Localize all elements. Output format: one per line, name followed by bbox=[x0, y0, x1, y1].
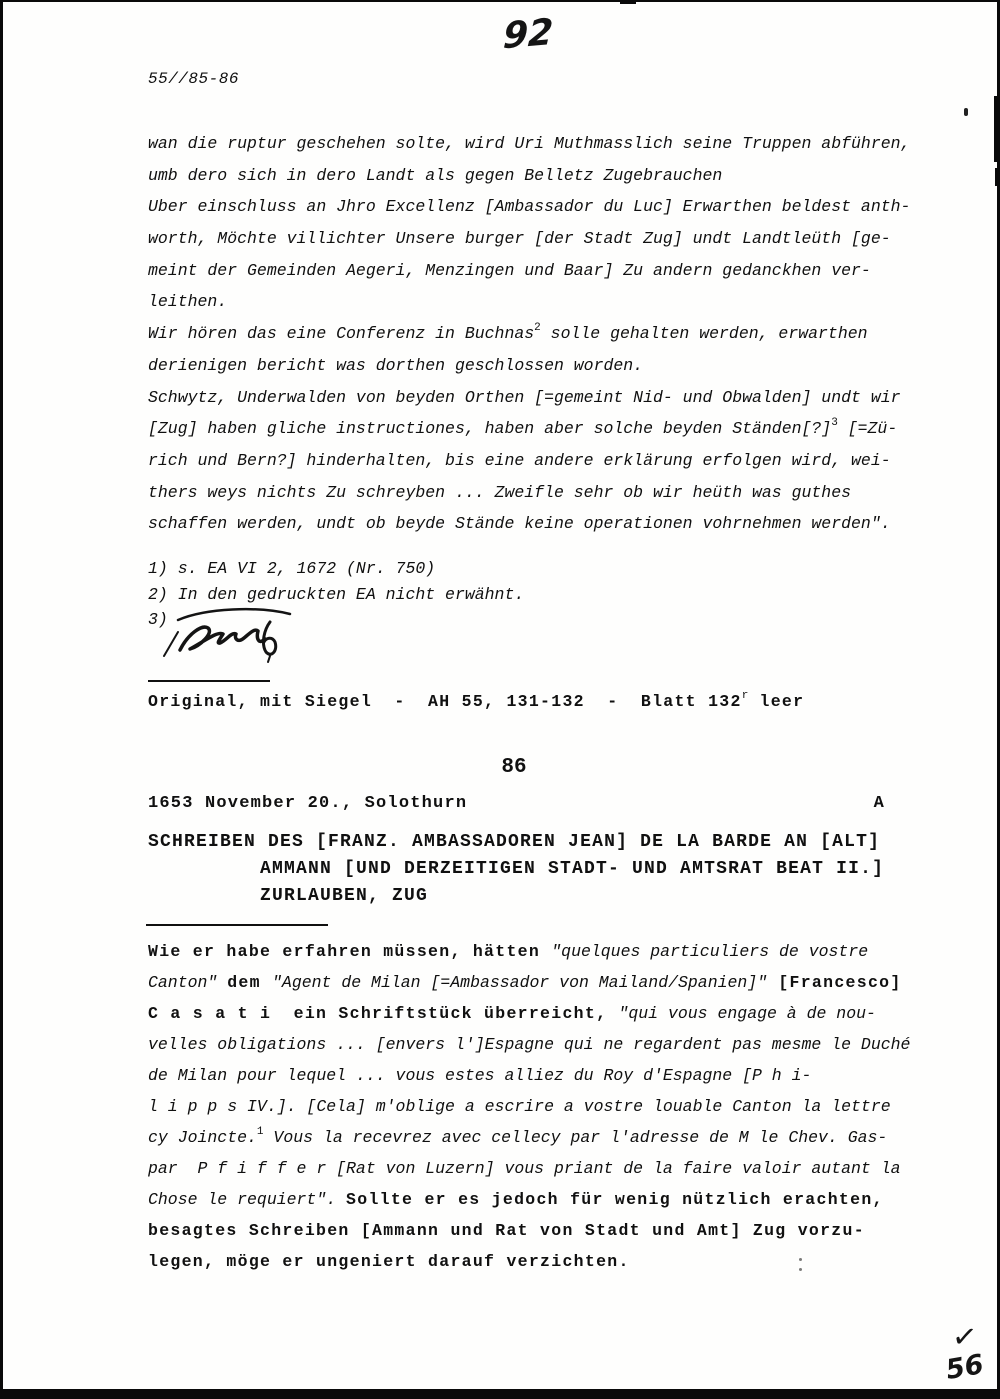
scan-border-left bbox=[0, 0, 3, 1399]
quote-line bbox=[148, 413, 978, 445]
quote-line bbox=[148, 350, 978, 382]
text-segment: 3) bbox=[148, 610, 168, 629]
source-siglum: A bbox=[873, 794, 885, 813]
text-segment: [=Zü- bbox=[837, 419, 898, 439]
text-segment: schaffen werden, undt ob beyde Stände keine operationen vohrnehmen werden". bbox=[148, 514, 891, 534]
quote-line bbox=[148, 128, 978, 160]
entry-title bbox=[148, 829, 884, 910]
footnote-divider bbox=[148, 680, 270, 682]
body-line bbox=[148, 1184, 978, 1215]
text-segment: Canton" bbox=[148, 973, 228, 992]
text-segment: l i p p s IV.]. [Cela] m'oblige a escrire a vostre louable Canton la lettre bbox=[148, 1097, 891, 1116]
provenance-line bbox=[148, 688, 804, 715]
text-segment: Original, mit Siegel - AH 55, 131-132 - Blatt 132 bbox=[148, 692, 742, 711]
text-segment: de Milan pour lequel ... vous estes alliez du Roy d'Espagne [P h i- bbox=[148, 1066, 812, 1085]
text-segment: 2 bbox=[534, 321, 541, 334]
scan-border-top-tick bbox=[620, 0, 636, 4]
quote-line bbox=[148, 255, 978, 287]
handwritten-checkmark: ✓ bbox=[950, 1318, 979, 1357]
body-line bbox=[148, 1060, 978, 1091]
text-segment: Chose le requiert". bbox=[148, 1190, 347, 1209]
text-segment: dem bbox=[227, 973, 273, 992]
text-segment: rich und Bern?] hinderhalten, bis eine andere erklärung erfolgen wird, wei- bbox=[148, 450, 891, 470]
handwritten-page-number: 92 bbox=[502, 11, 555, 58]
quote-line bbox=[148, 223, 978, 255]
scan-border-top bbox=[0, 0, 1000, 2]
text-segment: cy Joincte. bbox=[148, 1128, 257, 1147]
quote-line bbox=[148, 477, 978, 509]
body-line bbox=[148, 998, 978, 1029]
text-segment: r bbox=[741, 689, 749, 702]
entry-85-quote-block bbox=[148, 128, 978, 540]
entry-number: 86 bbox=[501, 756, 527, 779]
text-segment: Vous la recevrez avec cellecy par l'adresse de M le Chev. Gas- bbox=[263, 1128, 888, 1147]
text-segment: derienigen bericht was dorthen geschlossen worden. bbox=[148, 355, 644, 375]
quote-line bbox=[148, 382, 978, 414]
text-segment: velles obligations ... [envers l']Espagne qui ne regardent pas mesme le Duché bbox=[148, 1035, 911, 1054]
quote-line bbox=[148, 508, 978, 540]
text-segment: umb dero sich in dero Landt als gegen Belletz Zugebrauchen bbox=[148, 165, 723, 185]
text-segment: leithen. bbox=[148, 292, 228, 312]
archive-label: 55//85-86 bbox=[148, 70, 239, 88]
entry-86-body-block bbox=[148, 936, 978, 1277]
text-segment: "Agent de Milan [=Ambassador von Mailand/Spanien]" bbox=[272, 973, 768, 992]
body-line bbox=[148, 936, 978, 967]
quote-line bbox=[148, 286, 978, 318]
text-segment: Wir hören das eine Conferenz in Buchnas bbox=[148, 324, 535, 344]
handwritten-bottom-mark: 56 bbox=[943, 1348, 986, 1387]
text-segment: Sollte er es jedoch für wenig nützlich erachten, bbox=[346, 1190, 884, 1209]
text-segment: "quelques particuliers de vostre bbox=[551, 942, 869, 961]
body-line bbox=[148, 1246, 978, 1277]
scan-speck bbox=[964, 108, 968, 116]
scan-border-right-blot bbox=[994, 96, 1000, 162]
quote-line bbox=[148, 160, 978, 192]
text-segment: [Francesco] bbox=[767, 973, 902, 992]
body-line bbox=[148, 1122, 978, 1153]
text-segment: Uber einschluss an Jhro Excellenz [Ambassador du Luc] Erwarthen beldest anth- bbox=[148, 197, 911, 217]
quote-line bbox=[148, 318, 978, 350]
text-segment: 1 bbox=[256, 1125, 264, 1138]
text-segment: 3 bbox=[831, 416, 838, 429]
text-segment: worth, Möchte villichter Unsere burger [der Stadt Zug] undt Landtleüth [ge- bbox=[148, 229, 891, 249]
entry-title-line: AMMANN [UND DERZEITIGEN STADT- UND AMTSRAT BEAT II.] bbox=[260, 859, 885, 879]
text-segment: meint der Gemeinden Aegeri, Menzingen und Baar] Zu andern gedanckhen ver- bbox=[148, 260, 871, 280]
quote-line bbox=[148, 191, 978, 223]
footnote-1 bbox=[148, 556, 848, 582]
body-line bbox=[148, 1029, 978, 1060]
text-segment: besagtes Schreiben [Ammann und Rat von Stadt und Amt] Zug vorzu- bbox=[148, 1221, 865, 1240]
entry-title-line: SCHREIBEN DES [FRANZ. AMBASSADOREN JEAN] DE LA BARDE AN [ALT] bbox=[148, 832, 881, 852]
entry-title-line: ZURLAUBEN, ZUG bbox=[260, 886, 429, 906]
text-segment: leer bbox=[748, 692, 805, 711]
text-segment: Schwytz, Underwalden von beyden Orthen [=gemeint Nid- und Obwalden] undt wir bbox=[148, 387, 901, 407]
text-segment: 1) s. EA VI 2, 1672 (Nr. 750) bbox=[148, 559, 436, 578]
body-line bbox=[148, 1091, 978, 1122]
text-segment: 2) In den gedruckten EA nicht erwähnt. bbox=[148, 584, 525, 604]
dateline-row bbox=[148, 794, 885, 813]
title-divider bbox=[146, 924, 328, 926]
text-segment: solle gehalten werden, erwarthen bbox=[540, 324, 868, 344]
text-segment: par P f i f f e r [Rat von Luzern] vous priant de la faire valoir autant la bbox=[148, 1159, 901, 1178]
body-line bbox=[148, 1215, 978, 1246]
text-segment: legen, möge er ungeniert darauf verzichten. bbox=[148, 1252, 630, 1271]
text-segment: thers weys nichts Zu schreyben ... Zweifle sehr ob wir heüth was guthes bbox=[148, 482, 852, 502]
text-segment: C a s a t i ein Schriftstück überreicht, bbox=[148, 1004, 619, 1023]
text-segment: [Zug] haben gliche instructiones, haben aber solche beyden Ständen[?] bbox=[148, 419, 832, 439]
text-segment: wan die ruptur geschehen solte, wird Uri Muthmasslich seine Truppen abführen, bbox=[148, 134, 911, 153]
handwritten-signature bbox=[158, 598, 308, 664]
quote-line bbox=[148, 445, 978, 477]
text-segment: "qui vous engage à de nou- bbox=[618, 1004, 876, 1023]
scan-border-right-tick bbox=[995, 168, 1000, 186]
body-line bbox=[148, 967, 978, 998]
scan-border-bottom bbox=[0, 1389, 1000, 1399]
dateline: 1653 November 20., Solothurn bbox=[148, 794, 468, 813]
text-segment: Wie er habe erfahren müssen, hätten bbox=[148, 942, 552, 961]
body-line bbox=[148, 1153, 978, 1184]
